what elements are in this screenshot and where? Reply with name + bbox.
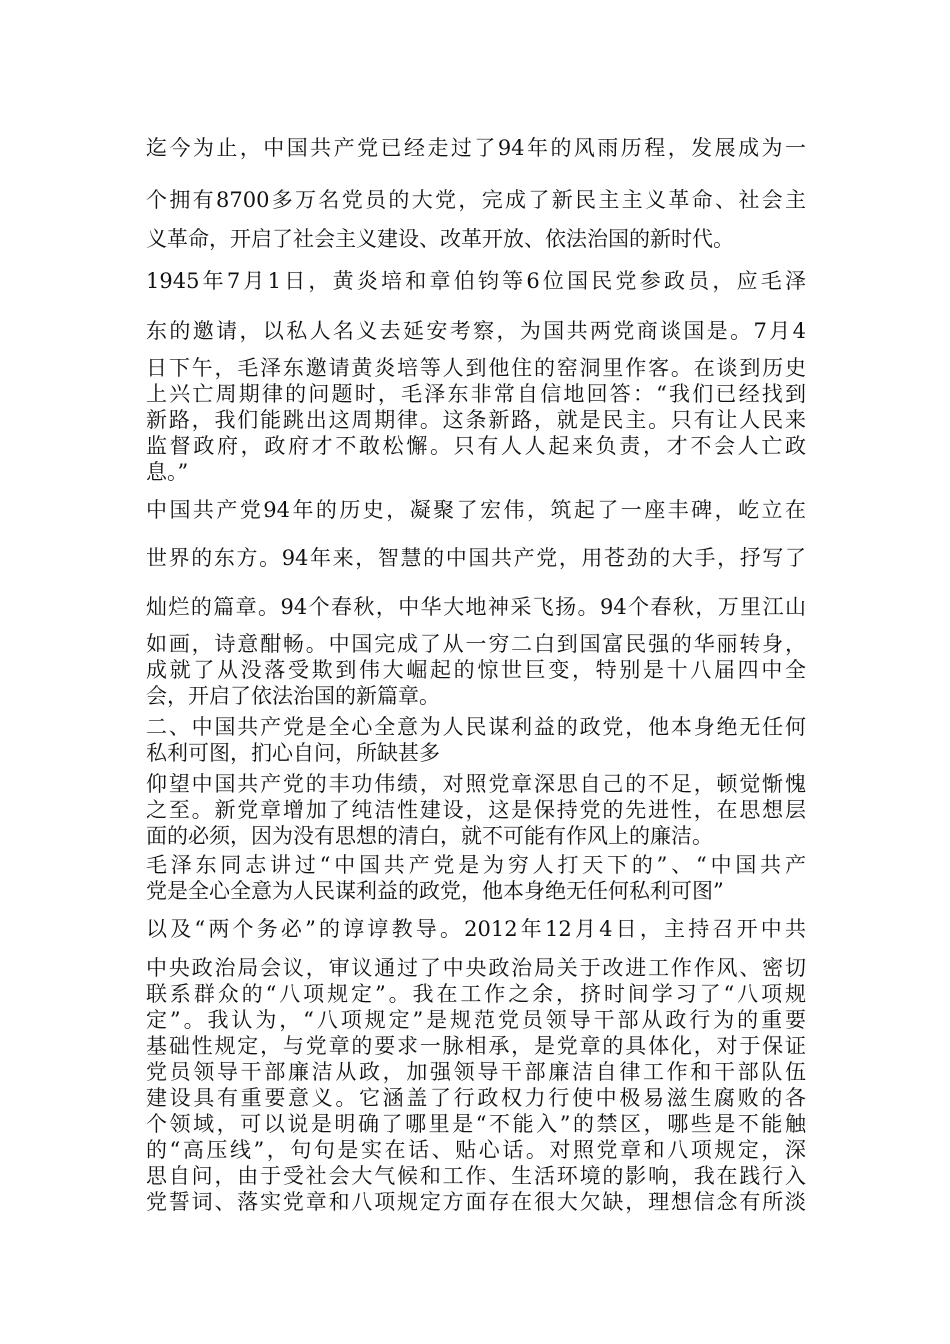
text-line: 面的必须，因为没有思想的清白，就不可能有作风上的廉洁。 — [146, 824, 713, 848]
text-line: 会，开启了依法治国的新篇章。 — [146, 684, 440, 708]
text-line: 的“高压线”，句句是实在话、贴心话。对照党章和八项规定，深 — [146, 1138, 806, 1162]
text-line: 仰望中国共产党的丰功伟绩，对照党章深思自己的不足，顿觉惭愧 — [146, 772, 806, 796]
text-line: 息。” — [146, 460, 189, 484]
text-line: 建设具有重要意义。它涵盖了行政权力行使中极易滋生腐败的各 — [146, 1086, 806, 1110]
text-line: 以及“两个务必”的谆谆教导。2012年12月4日，主持召开中共 — [146, 917, 806, 941]
section-heading: 二、中国共产党是全心全意为人民谋利益的政党，他本身绝无任何 — [146, 715, 806, 739]
text-line: 之至。新党章增加了纯洁性建设，这是保持党的先进性，在思想层 — [146, 798, 806, 822]
text-line: 个拥有8700多万名党员的大党，完成了新民主主义革命、社会主 — [146, 188, 806, 212]
text-line: 中央政治局会议，审议通过了中央政治局关于改进工作作风、密切 — [146, 956, 806, 980]
text-line: 东的邀请，以私人名义去延安考察，为国共两党商谈国是。7月4 — [146, 319, 806, 343]
text-line: 监督政府，政府才不敢松懈。只有人人起来负责，才不会人亡政 — [146, 434, 806, 458]
text-line: 义革命，开启了社会主义建设、改革开放、依法治国的新时代。 — [146, 227, 734, 251]
text-line: 个领域，可以说是明确了哪里是“不能入”的禁区，哪些是不能触 — [146, 1112, 806, 1136]
text-line: 新路，我们能跳出这周期律。这条新路，就是民主。只有让人民来 — [146, 408, 806, 432]
text-line: 如画，诗意酣畅。中国完成了从一穷二白到国富民强的华丽转身， — [146, 632, 806, 656]
text-line: 迄今为止，中国共产党已经走过了94年的风雨历程，发展成为一 — [146, 136, 806, 160]
text-line: 上兴亡周期律的问题时，毛泽东非常自信地回答：“我们已经找到 — [146, 382, 806, 406]
text-line: 党员领导干部廉洁从政，加强领导干部廉洁自律工作和干部队伍 — [146, 1060, 806, 1084]
text-line: 世界的东方。94年来，智慧的中国共产党，用苍劲的大手，抒写了 — [146, 546, 806, 570]
text-line: 党是全心全意为人民谋利益的政党，他本身绝无任何私利可图” — [146, 879, 724, 903]
text-line: 日下午，毛泽东邀请黄炎培等人到他住的窑洞里作客。在谈到历史 — [146, 356, 806, 380]
text-line: 党誓词、落实党章和八项规定方面存在很大欠缺，理想信念有所淡 — [146, 1190, 806, 1214]
text-line: 定”。我认为，“八项规定”是规范党员领导干部从政行为的重要 — [146, 1008, 806, 1032]
text-line: 成就了从没落受欺到伟大崛起的惊世巨变，特别是十八届四中全 — [146, 658, 806, 682]
section-heading: 私利可图，扪心自问，所缺甚多 — [146, 741, 440, 765]
text-line: 1945年7月1日，黄炎培和章伯钧等6位国民党参政员，应毛泽 — [146, 269, 806, 293]
text-line: 思自问，由于受社会大气候和工作、生活环境的影响，我在践行入 — [146, 1164, 806, 1188]
text-line: 中国共产党94年的历史，凝聚了宏伟，筑起了一座丰碑，屹立在 — [146, 498, 806, 522]
text-line: 毛泽东同志讲过“中国共产党是为穷人打天下的”、“中国共产 — [146, 853, 806, 877]
text-line: 联系群众的“八项规定”。我在工作之余，挤时间学习了“八项规 — [146, 982, 806, 1006]
text-line: 灿烂的篇章。94个春秋，中华大地神采飞扬。94个春秋，万里江山 — [146, 595, 806, 619]
text-line: 基础性规定，与党章的要求一脉相承，是党章的具体化，对于保证 — [146, 1034, 806, 1058]
